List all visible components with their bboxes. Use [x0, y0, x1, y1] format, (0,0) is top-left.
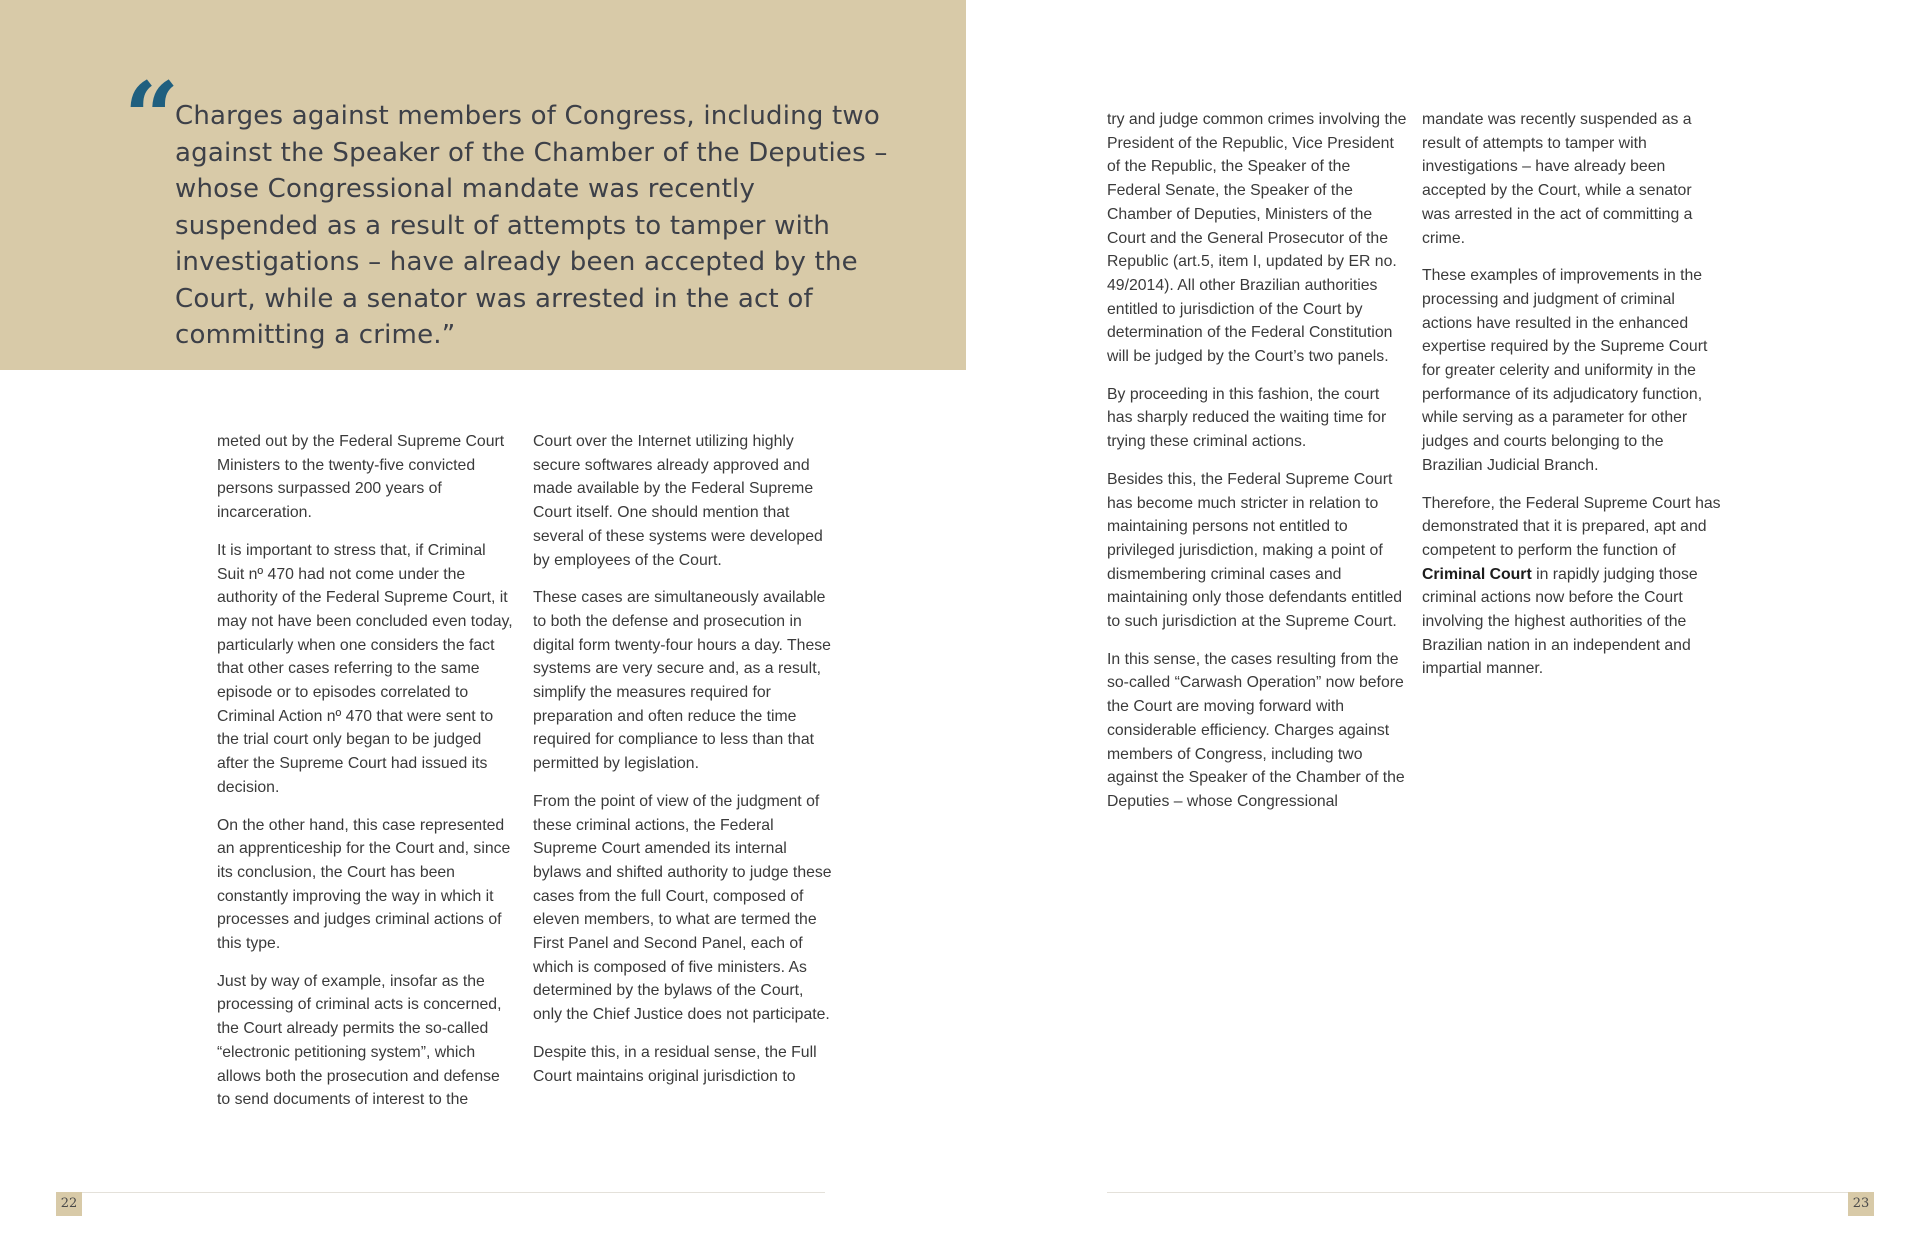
pull-quote: Charges against members of Congress, including two against the Speaker of the Chamber of the Deputies – whose Congressional mandate was recently suspended as a result of attempts to tamper with investigations – have already been accepted by the Court, while a senator was arrested in the act of committing a crime.” — [175, 101, 888, 350]
column-2 — [533, 430, 833, 1102]
paragraph: Despite this, in a residual sense, the Full Court maintains original jurisdiction to — [533, 1043, 817, 1085]
column-1 — [217, 430, 517, 1126]
paragraph: Court over the Internet utilizing highly secure softwares already approved and made available by the Federal Supreme Court itself. One should mention that several of these systems were developed by employees of the Court. — [533, 433, 823, 569]
column-3 — [1107, 108, 1407, 828]
paragraph: On the other hand, this case represented an apprenticeship for the Court and, since its conclusion, the Court has been constantly improving the way in which it processes and judges criminal actions of this type. — [217, 816, 511, 953]
quote-mark-icon: “ — [124, 61, 180, 174]
text-run: Therefore, the Federal Supreme Court has demonstrated that it is prepared, apt and competent to perform the function of — [1422, 494, 1721, 559]
paragraph: From the point of view of the judgment of these criminal actions, the Federal Supreme Court amended its internal bylaws and shifted authority to judge these cases from the full Court, composed of eleven members, to what are termed the First Panel and Second Panel, each of which is composed of five ministers. As determined by the bylaws of the Court, only the Chief Justice does not participate. — [533, 792, 832, 1024]
footer-rule-left — [80, 1192, 825, 1193]
page-number-right: 23 — [1848, 1192, 1874, 1216]
paragraph: These examples of improvements in the processing and judgment of criminal actions have resulted in the enhanced expertise required by the Supreme Court for greater celerity and uniformity in the performance of its adjudicatory function, while serving as a parameter for other judges and courts belonging to the Brazilian Judicial Branch. — [1422, 267, 1708, 474]
paragraph: In this sense, the cases resulting from the so-called “Carwash Operation” now before the Court are moving forward with considerable efficiency. Charges against members of Congress, including two against the Speaker of the Chamber of the Deputies – whose Congressional — [1107, 650, 1405, 810]
bold-term: Criminal Court — [1422, 565, 1532, 583]
footer-rule-right — [1107, 1192, 1867, 1193]
page-number-left: 22 — [56, 1192, 82, 1216]
paragraph: By proceeding in this fashion, the court has sharply reduced the waiting time for trying these criminal actions. — [1107, 385, 1387, 451]
paragraph: Besides this, the Federal Supreme Court has become much stricter in relation to maintaining persons not entitled to privileged jurisdiction, making a point of dismembering criminal cases and maintaining only those defendants entitled to such jurisdiction at the Supreme Court. — [1107, 470, 1403, 631]
paragraph: try and judge common crimes involving the President of the Republic, Vice President of the Republic, the Speaker of the Federal Senate, the Speaker of the Chamber of Deputies, Ministers of the Court and the General Prosecutor of the Republic (art.5, item I, updated by ER no. 49/2014). All other Brazilian authorities entitled to jurisdiction of the Court by determination of the Federal Constitution will be judged by the Court’s two panels. — [1107, 111, 1407, 366]
paragraph: meted out by the Federal Supreme Court Ministers to the twenty-five convicted persons surpassed 200 years of incarceration. — [217, 433, 505, 522]
column-4 — [1422, 108, 1722, 695]
paragraph: Just by way of example, insofar as the processing of criminal acts is concerned, the Court already permits the so-called “electronic petitioning system”, which allows both the prosecution and defense to send documents of interest to the — [217, 972, 502, 1109]
paragraph-final — [1422, 492, 1722, 682]
paragraph: It is important to stress that, if Criminal Suit nº 470 had not come under the authority of the Federal Supreme Court, it may not have been concluded even today, particularly when one considers the fact that other cases referring to the same episode or to episodes correlated to Criminal Action nº 470 that were sent to the trial court only began to be judged after the Supreme Court had issued its decision. — [217, 541, 513, 796]
text-run: in rapidly judging those criminal actions now before the Court involving the highest authorities of the Brazilian nation in an independent and impartial manner. — [1422, 565, 1698, 678]
paragraph: These cases are simultaneously available to both the defense and prosecution in digital form twenty-four hours a day. These systems are very secure and, as a result, simplify the measures required for preparation and often reduce the time required for compliance to less than that permitted by legislation. — [533, 589, 831, 773]
paragraph: mandate was recently suspended as a result of attempts to tamper with investigations – have already been accepted by the Court, while a senator was arrested in the act of committing a crime. — [1422, 111, 1693, 247]
